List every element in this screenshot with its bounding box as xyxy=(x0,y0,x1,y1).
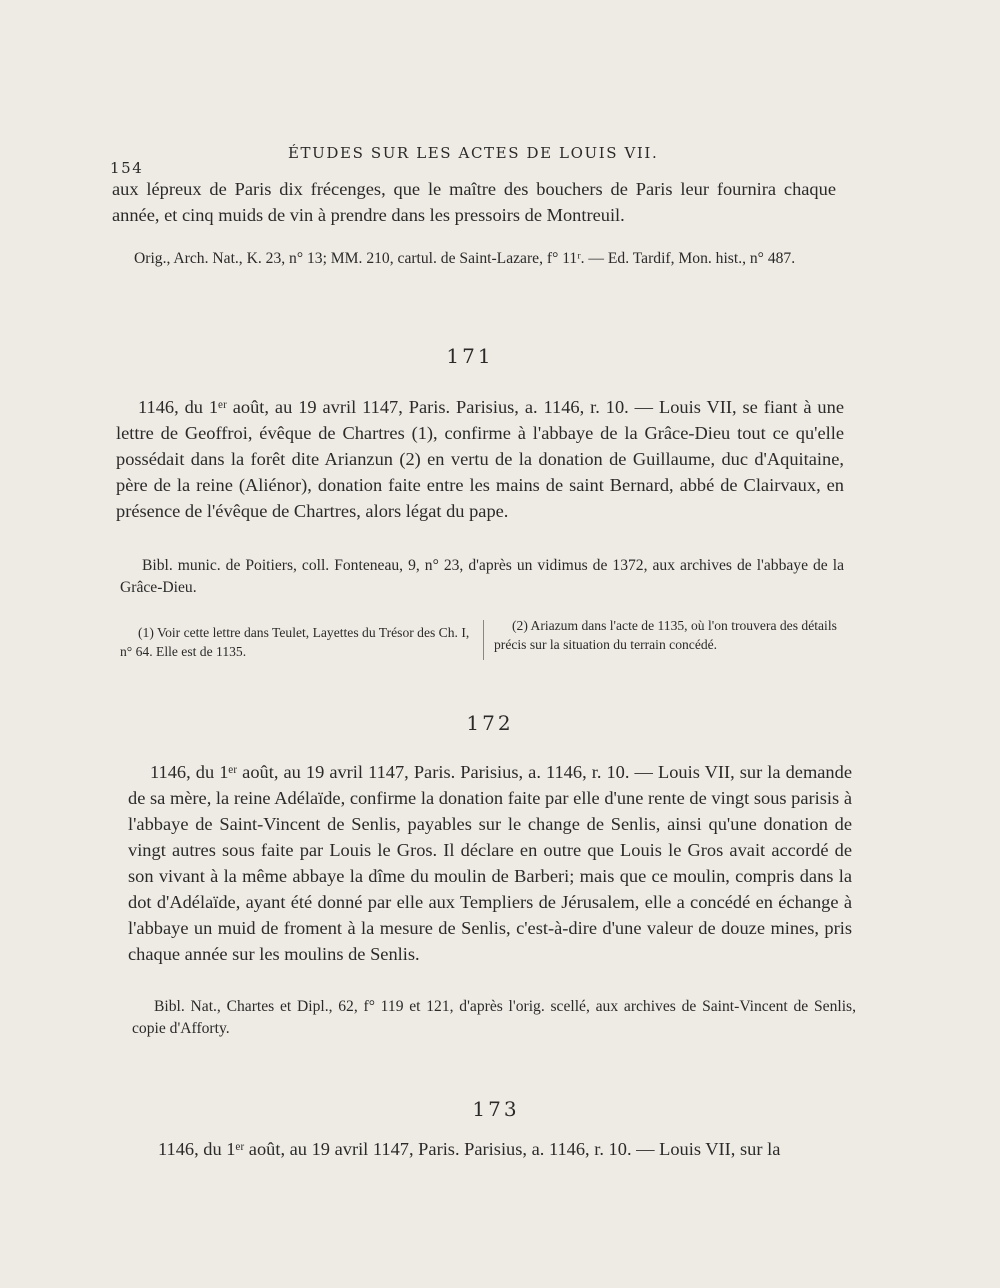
footnote-1-text: (1) Voir cette lettre dans Teulet, Layettes du Trésor des Ch. I, n° 64. Elle est de 1135. xyxy=(120,625,470,659)
entry-173-number: 173 xyxy=(472,1097,520,1121)
continuation-source xyxy=(112,248,836,270)
entry-171-source xyxy=(120,555,844,599)
entry-172-text xyxy=(128,759,852,967)
page-number: 154 xyxy=(110,159,144,177)
entry-172-number: 172 xyxy=(466,711,514,735)
running-title: ÉTUDES SUR LES ACTES DE LOUIS VII. xyxy=(288,144,659,162)
entry-171-number: 171 xyxy=(446,344,494,368)
entry-171-text-content: 1146, du 1ᵉʳ août, au 19 avril 1147, Paris. Parisius, a. 1146, r. 10. — Louis VII, se fiant à une lettre de Geoffroi, évêque de Chartres (1), confirme à l'abbaye de la Grâce-Dieu tout ce qu'elle possédait dans la forêt dite Arianzun (2) en vertu de la donation de Guillaume, duc d'Aquitaine, père de la reine (Aliénor), donation faite entre les mains de saint Bernard, abbé de Clairvaux, en présence de l'évêque de Chartres, alors légat du pape. xyxy=(116,397,844,521)
footnote-divider xyxy=(483,620,484,660)
entry-172-source xyxy=(132,996,856,1040)
continuation-text: aux lépreux de Paris dix frécenges, que le maître des bouchers de Paris leur fournira chaque année, et cinq muids de vin à prendre dans les pressoirs de Montreuil. xyxy=(112,179,836,225)
footnote-2 xyxy=(494,616,848,654)
entry-172-source-text: Bibl. Nat., Chartes et Dipl., 62, f° 119 et 121, d'après l'orig. scellé, aux archives de Saint-Vincent de Senlis, copie d'Afforty. xyxy=(132,998,856,1037)
footnote-2-text: (2) Ariazum dans l'acte de 1135, où l'on trouvera des détails précis sur la situation du terrain concédé. xyxy=(494,618,837,652)
entry-171-text xyxy=(116,394,844,524)
continuation-source-text: Orig., Arch. Nat., K. 23, n° 13; MM. 210, cartul. de Saint-Lazare, f° 11ʳ. — Ed. Tardif, Mon. hist., n° 487. xyxy=(134,250,796,267)
entry-173-text-content: 1146, du 1ᵉʳ août, au 19 avril 1147, Paris. Parisius, a. 1146, r. 10. — Louis VII, sur la xyxy=(158,1139,781,1159)
footnote-1 xyxy=(120,623,472,661)
entry-173-text xyxy=(136,1136,862,1162)
entry-171-source-text: Bibl. munic. de Poitiers, coll. Fonteneau, 9, n° 23, d'après un vidimus de 1372, aux archives de l'abbaye de la Grâce-Dieu. xyxy=(120,557,844,596)
entry-172-text-content: 1146, du 1ᵉʳ août, au 19 avril 1147, Paris. Parisius, a. 1146, r. 10. — Louis VII, sur la demande de sa mère, la reine Adélaïde, confirme la donation faite par elle d'une rente de vingt sous parisis à l'abbaye de Saint-Vincent de Senlis, payables sur le change de Senlis, ainsi qu'une donation de vingt autres sous faite par Louis le Gros. Il déclare en outre que Louis le Gros avait accordé de son vivant à la même abbaye la dîme du moulin de Barberi; mais que ce moulin, compris dans la dot d'Adélaïde, ayant été donné par elle aux Templiers de Jérusalem, elle a concédé en échange à l'abbaye un muid de froment à la mesure de Senlis, c'est-à-dire d'une valeur de douze mines, pris chaque année sur les moulins de Senlis. xyxy=(128,762,852,964)
